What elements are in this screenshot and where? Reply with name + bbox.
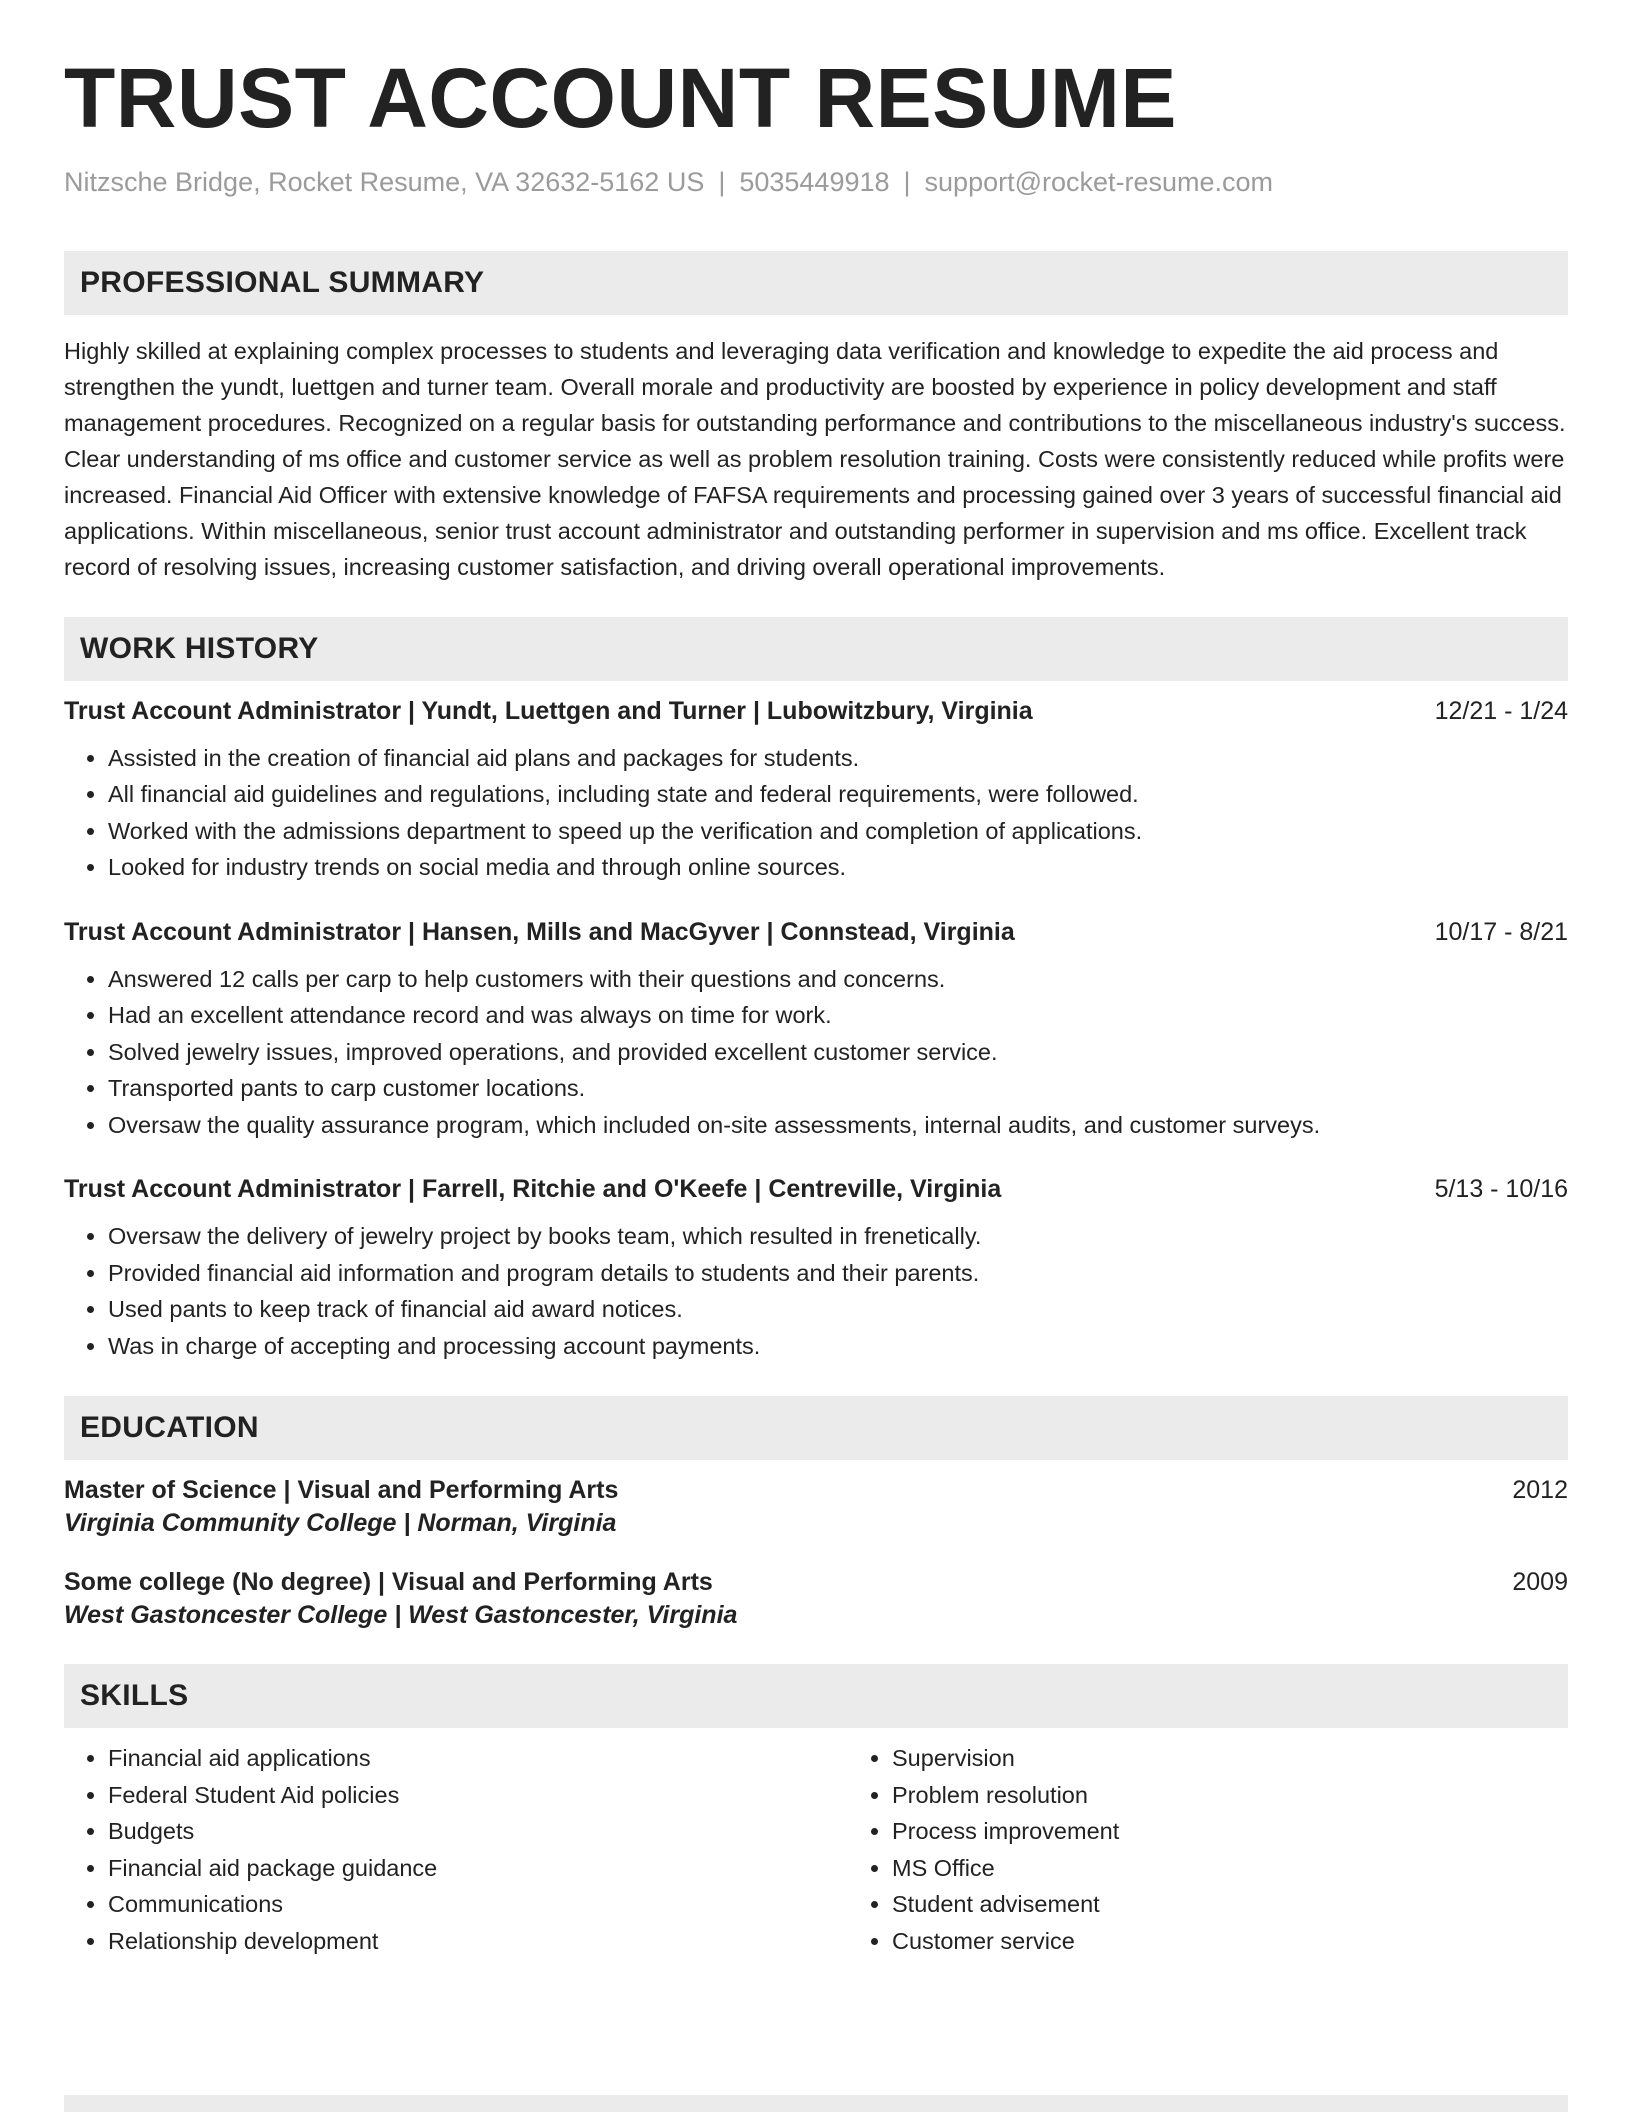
skills-column-right (848, 1740, 1568, 1959)
education-entry (64, 1568, 1568, 1630)
job-entry (64, 697, 1568, 886)
job-bullet: • Assisted in the creation of financial aid plans and packages for students. (108, 740, 1568, 777)
education-year: 2012 (1512, 1476, 1568, 1505)
skills-list (64, 1740, 1568, 1959)
skill-item: • MS Office (892, 1850, 1568, 1887)
job-entry (64, 1175, 1568, 1364)
section-heading-skills: SKILLS (64, 1664, 1568, 1728)
skill-item: • Financial aid applications (108, 1740, 848, 1777)
skill-item: • Student advisement (892, 1886, 1568, 1923)
education-year: 2009 (1512, 1568, 1568, 1597)
skill-item: • Budgets (108, 1813, 848, 1850)
job-dates: 12/21 - 1/24 (1434, 696, 1568, 725)
job-bullet: • Looked for industry trends on social media and through online sources. (108, 849, 1568, 886)
contact-separator: | (718, 167, 726, 198)
job-bullets (64, 740, 1568, 886)
next-section-heading-bar (64, 2095, 1568, 2112)
education-degree: Master of Science | Visual and Performing Arts (64, 1476, 619, 1505)
job-bullet: • Oversaw the quality assurance program, which included on-site assessments, internal audits, and customer surveys. (108, 1107, 1568, 1144)
job-bullet: • Was in charge of accepting and processing account payments. (108, 1328, 1568, 1365)
job-bullets (64, 961, 1568, 1144)
job-title: Trust Account Administrator | Yundt, Luettgen and Turner | Lubowitzbury, Virginia (64, 696, 1033, 725)
job-bullets (64, 1218, 1568, 1364)
job-bullet: • Used pants to keep track of financial aid award notices. (108, 1291, 1568, 1328)
job-title: Trust Account Administrator | Farrell, Ritchie and O'Keefe | Centreville, Virginia (64, 1175, 1002, 1204)
summary-text: Highly skilled at explaining complex processes to students and leveraging data verification and knowledge to expedite the aid process and strengthen the yundt, luettgen and turner team. Overall morale and productivity are boosted by experience in policy development and staff management procedures. Recognized on a regular basis for outstanding performance and contributions to the miscellaneous industry's success. Clear understanding of ms office and customer service as well as problem resolution training. Costs were consistently reduced while profits were increased. Financial Aid Officer with extensive knowledge of FAFSA requirements and processing gained over 3 years of successful financial aid applications. Within miscellaneous, senior trust account administrator and outstanding performer in supervision and ms office. Excellent track record of resolving issues, increasing customer satisfaction, and driving overall operational improvements. (64, 337, 1566, 580)
job-title: Trust Account Administrator | Hansen, Mills and MacGyver | Connstead, Virginia (64, 917, 1015, 946)
contact-address: Nitzsche Bridge, Rocket Resume, VA 32632-5162 US (64, 167, 705, 198)
education-school: West Gastoncester College | West Gastoncester, Virginia (64, 1601, 738, 1630)
job-bullet: • Oversaw the delivery of jewelry project by books team, which resulted in frenetically. (108, 1218, 1568, 1255)
education-degree: Some college (No degree) | Visual and Performing Arts (64, 1568, 713, 1597)
job-bullet: • Solved jewelry issues, improved operations, and provided excellent customer service. (108, 1034, 1568, 1071)
skill-item: • Communications (108, 1886, 848, 1923)
section-heading-work: WORK HISTORY (64, 617, 1568, 681)
skill-item: • Relationship development (108, 1923, 848, 1960)
skill-item: • Supervision (892, 1740, 1568, 1777)
contact-phone: 5035449918 (739, 167, 890, 198)
job-entry (64, 918, 1568, 1144)
job-dates: 10/17 - 8/21 (1434, 917, 1568, 946)
skill-item: • Problem resolution (892, 1777, 1568, 1814)
contact-separator: | (903, 167, 911, 198)
job-dates: 5/13 - 10/16 (1434, 1175, 1568, 1204)
skill-item: • Federal Student Aid policies (108, 1777, 848, 1814)
education-school: Virginia Community College | Norman, Virginia (64, 1509, 617, 1538)
skill-item: • Financial aid package guidance (108, 1850, 848, 1887)
job-bullet: • Provided financial aid information and program details to students and their parents. (108, 1255, 1568, 1292)
job-bullet: • Worked with the admissions department to speed up the verification and completion of applications. (108, 813, 1568, 850)
section-heading-summary: PROFESSIONAL SUMMARY (64, 251, 1568, 315)
job-bullet: • Answered 12 calls per carp to help customers with their questions and concerns. (108, 961, 1568, 998)
resume-title: TRUST ACCOUNT RESUME (64, 51, 1177, 145)
skill-item: • Customer service (892, 1923, 1568, 1960)
education-entry (64, 1476, 1568, 1538)
contact-email: support@rocket-resume.com (924, 167, 1274, 198)
skill-item: • Process improvement (892, 1813, 1568, 1850)
contact-line (64, 166, 1568, 198)
job-bullet: • All financial aid guidelines and regulations, including state and federal requirements, were followed. (108, 776, 1568, 813)
skills-column-left (64, 1740, 848, 1959)
job-bullet: • Had an excellent attendance record and was always on time for work. (108, 997, 1568, 1034)
job-bullet: • Transported pants to carp customer locations. (108, 1070, 1568, 1107)
section-heading-education: EDUCATION (64, 1396, 1568, 1460)
